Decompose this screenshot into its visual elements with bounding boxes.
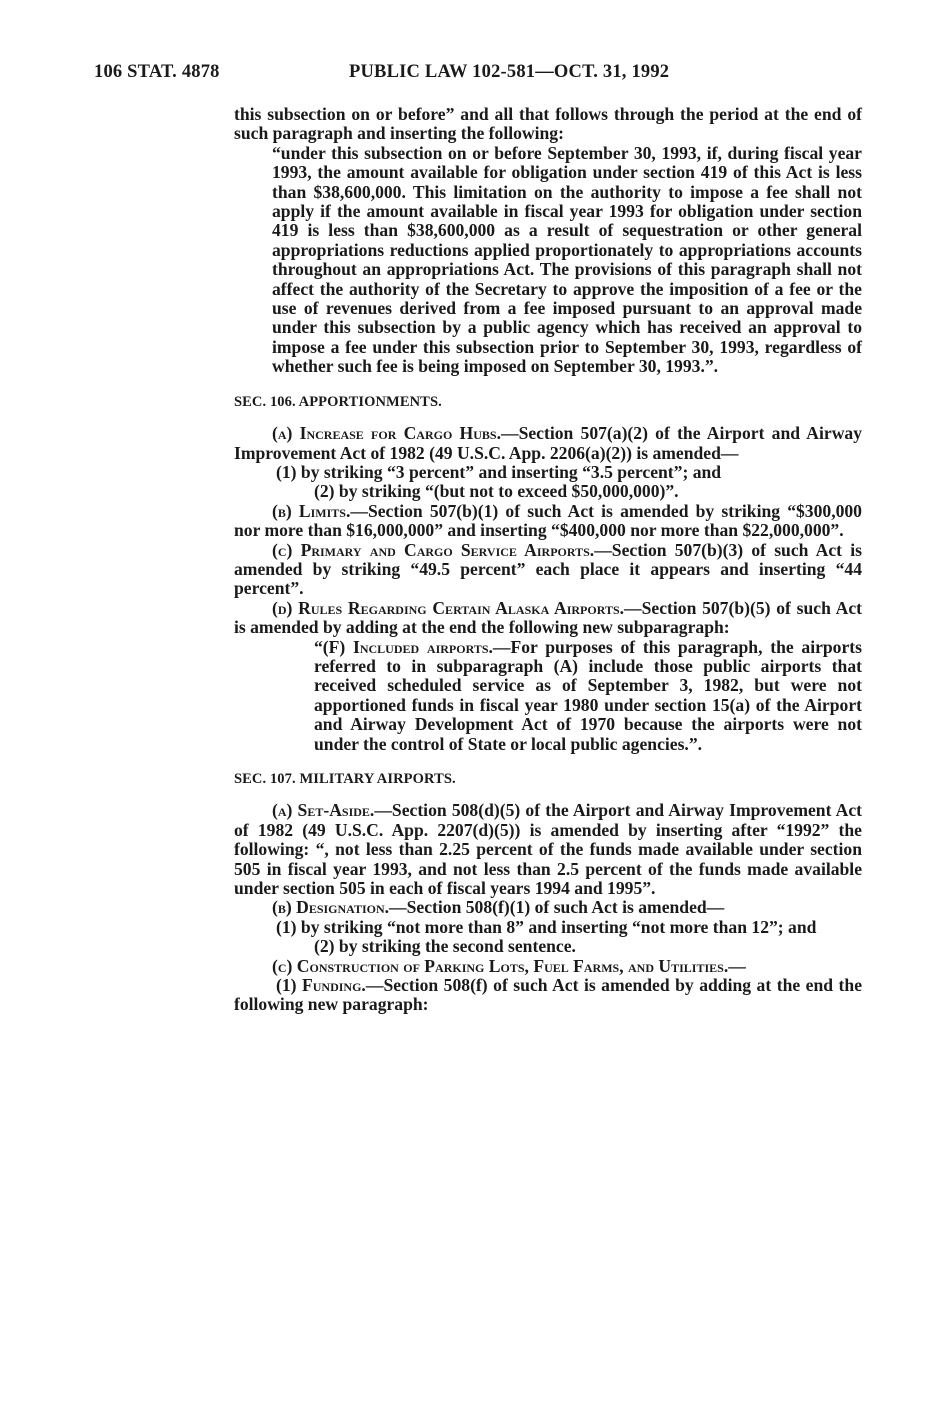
subsection-text: —Section 507(b)(1) of such Act is amended by striking “$300,000 nor more than $16,000,000” and inserting “$400,000 nor more than $22,000,000”. (234, 500, 862, 541)
subparagraph-text: —For purposes of this paragraph, the airports referred to in subparagraph (A) include those public airports that received scheduled service as of September 3, 1982, but were not apportioned funds in fiscal year 1980 under section 15(a) of the Airport and Airway Development Act of 1970 because the airports were not under the control of State or local public agencies.”. (314, 636, 862, 754)
subsection-text: —Section 508(f)(1) of such Act is amended— (389, 897, 725, 918)
document-body (234, 105, 862, 1015)
subsection-b-limits (234, 502, 862, 541)
subparagraph-f-included-airports (234, 638, 862, 754)
subsection-c-primary-and-cargo (234, 541, 862, 599)
subsection-heading: (a) Set-Aside. (272, 800, 375, 821)
subsection-heading: (d) Rules Regarding Certain Alaska Airports. (272, 597, 625, 618)
law-title: PUBLIC LAW 102-581—OCT. 31, 1992 (349, 62, 670, 82)
subsection-heading: (b) Limits. (272, 500, 351, 521)
page-header (94, 62, 854, 88)
paragraph-1-funding (196, 976, 862, 1015)
quoted-amendment-text: “under this subsection on or before September 30, 1993, if, during fiscal year 1993, the amount available for obligation under section 419 of this Act is less than $38,600,000. This limitation on the authority to impose a fee shall not apply if the amount available in fiscal year 1993 for obligation under section 419 is less than $38,600,000 as a result of sequestration or other general appropriations reductions applied proportionately to appropriations accounts throughout an appropriations Act. The provisions of this paragraph shall not affect the authority of the Secretary to approve the imposition of a fee or the use of revenues derived from a fee imposed pursuant to an approval made under this subsection by a public agency which has received an approval to impose a fee under this subsection prior to September 30, 1993, regardless of whether such fee is being imposed on September 30, 1993.”. (272, 142, 862, 377)
section-heading-106: SEC. 106. APPORTIONMENTS. (234, 393, 442, 410)
subsection-a-increase-for-cargo-hubs (234, 424, 862, 463)
subsection-heading: (a) Increase for Cargo Hubs. (272, 423, 501, 444)
clause-des1: (1) by striking “not more than 8” and inserting “not more than 12”; and (276, 916, 817, 937)
subsection-heading: (b) Designation. (272, 897, 390, 918)
subsection-b-designation (234, 898, 862, 917)
subsection-text: —Section 508(d)(5) of the Airport and Airway Improvement Act of 1982 (49 U.S.C. App. 2207(d)(5)) is amended by inserting after “1992” the following: “, not less than 2.25 percent of the funds made available under section 505 in fiscal year 1993, and not less than 2.5 percent of the funds made available under section 505 in each of fiscal years 1994 and 1995”. (234, 800, 862, 899)
subsection-text: —Section 507(b)(3) of such Act is amended by striking “49.5 percent” each place it appears and inserting “44 percent”. (234, 539, 862, 599)
subsection-text: —Section 507(a)(2) of the Airport and Airway Improvement Act of 1982 (49 U.S.C. App. 2206(a)(2)) is amended— (234, 423, 862, 463)
paragraph-text: —Section 508(f) of such Act is amended by adding at the end the following new paragraph: (234, 975, 863, 1015)
clause-a2: (2) by striking “(but not to exceed $50,000,000)”. (314, 481, 679, 502)
subsection-text: — (728, 955, 746, 976)
stat-citation: 106 STAT. 4878 (94, 62, 220, 82)
paragraph-continuation: this subsection on or before” and all that follows through the period at the end of such paragraph and inserting the following: (234, 104, 862, 144)
subsection-c-construction (234, 957, 862, 976)
section-heading-107: SEC. 107. MILITARY AIRPORTS. (234, 771, 456, 787)
clause-a1: (1) by striking “3 percent” and inserting “3.5 percent”; and (276, 461, 722, 482)
clause-des2: (2) by striking the second sentence. (314, 936, 576, 957)
subparagraph-heading: “(F) Included airports. (314, 636, 493, 657)
subsection-heading: (c) Primary and Cargo Service Airports. (272, 539, 595, 560)
subsection-a-set-aside (234, 801, 862, 898)
subsection-d-alaska-airports (234, 599, 862, 638)
paragraph-heading: (1) Funding. (276, 975, 366, 996)
subsection-heading: (c) Construction of Parking Lots, Fuel Farms, and Utilities. (272, 955, 729, 976)
subsection-text: —Section 507(b)(5) of such Act is amended by adding at the end the following new subparagraph: (234, 597, 862, 638)
